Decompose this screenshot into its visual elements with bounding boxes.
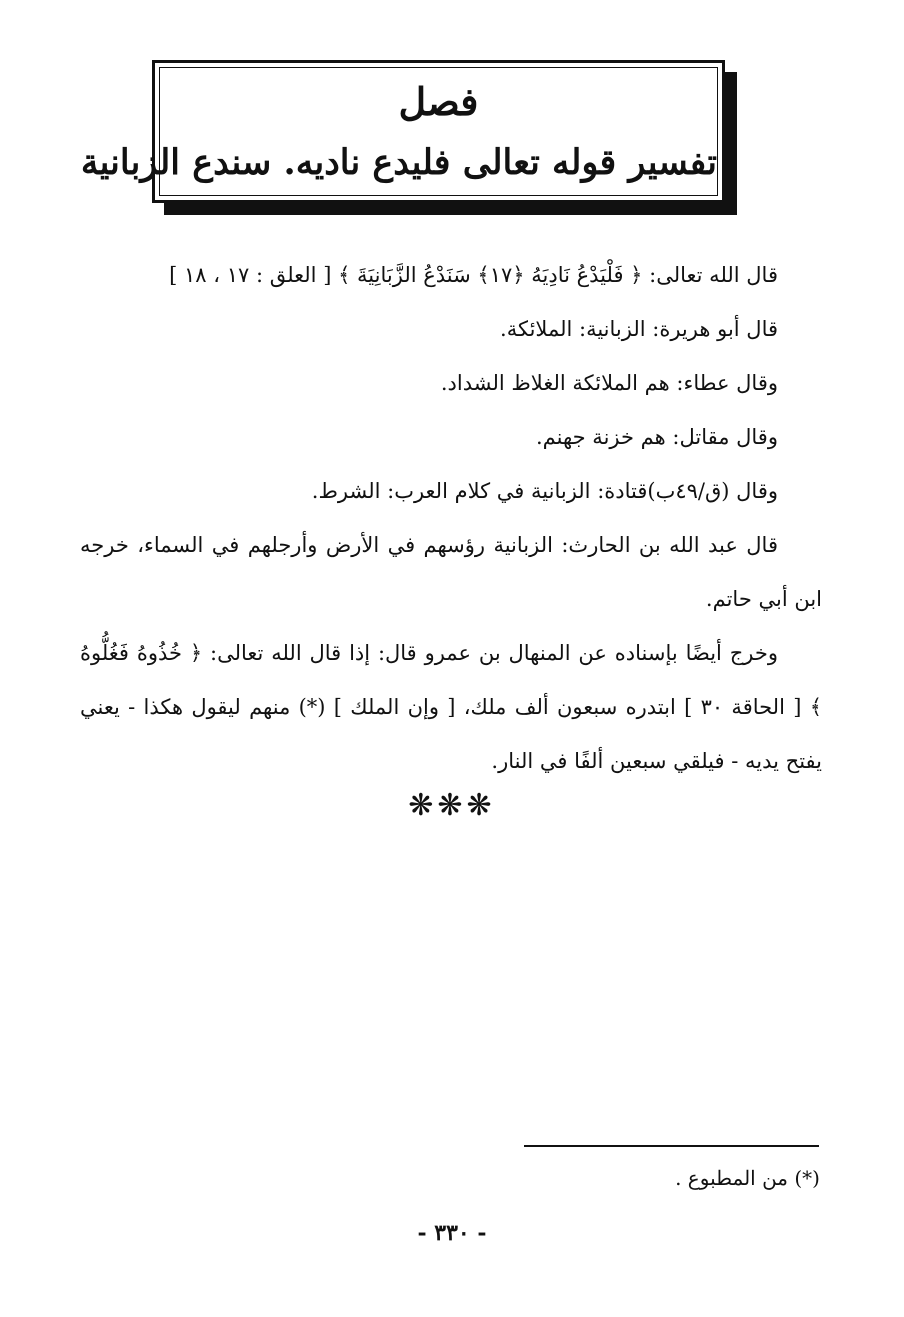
footnote: (*) من المطبوع . [675, 1166, 820, 1190]
paragraph-abu-hurayra: قال أبو هريرة: الزبانية: الملائكة. [500, 317, 778, 341]
chapter-label: فصل [398, 79, 479, 124]
paragraph-abdullah-ibn-harith: قال عبد الله بن الحارث: الزبانية رؤسهم في الأرض وأرجلهم في السماء، خرجه ابن أبي حاتم. [80, 533, 822, 611]
body-text [80, 248, 822, 788]
header-inner-frame [80, 67, 718, 196]
paragraph-muqatil: وقال مقاتل: هم خزنة جهنم. [535, 425, 778, 449]
paragraph-qatada: وقال (ق/٤٩ب)قتادة: الزبانية في كلام العرب: الشرط. [311, 479, 778, 503]
paragraph-minhal-ibn-amr: وخرج أيضًا بإسناده عن المنهال بن عمرو قال: إذا قال الله تعالى: ﴿ خُذُوهُ فَغُلُّوهُ ﴾ [ الحاقة ٣٠ ] ابتدره سبعون ألف ملك، [ وإن الملك ] (*) منهم ليقول هكذا - يعني يفتح يديه - فيلقي سبعين ألفًا في النار. [80, 641, 822, 773]
footnote-divider [524, 1145, 819, 1147]
paragraph-quran-verse: قال الله تعالى: ﴿ فَلْيَدْعُ نَادِيَهُ ﴿١٧﴾ سَنَدْعُ الزَّبَانِيَةَ ﴾ [ العلق : ١٧ ، ١٨ ] [169, 263, 778, 287]
chapter-title: تفسير قوله تعالى فليدع ناديه. سندع الزبانية [80, 142, 717, 183]
page-number: - ٣٣٠ - [417, 1220, 487, 1246]
paragraph-ata: وقال عطاء: هم الملائكة الغلاظ الشداد. [440, 371, 778, 395]
section-separator: ❋❋❋ [408, 788, 496, 823]
chapter-header-box [80, 60, 725, 203]
